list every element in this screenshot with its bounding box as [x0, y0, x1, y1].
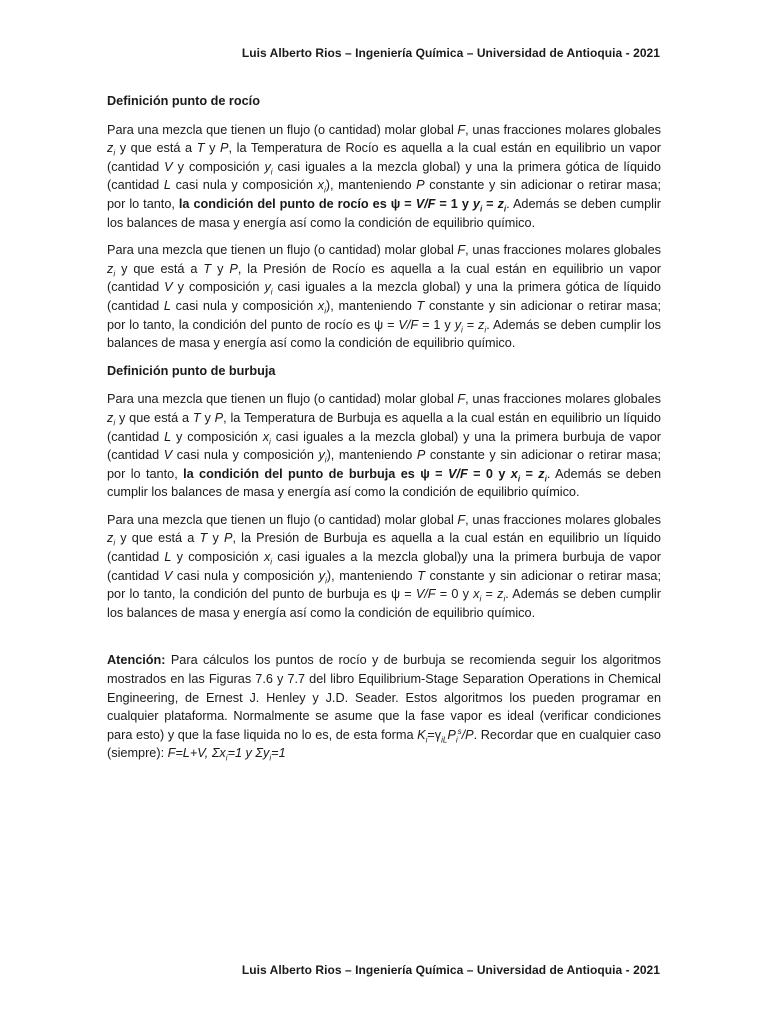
- document-body: [107, 92, 661, 772]
- dew-temperature-paragraph: Para una mezcla que tienen un flujo (o cantidad) molar global F, unas fracciones molares globales $z_i$ y que está a T y P, la Temperatura de Rocío es aquella a la cual están en equilibrio un vapor (cantidad V y composición $y_i$ casi iguales a la mezcla global) y una la primera gótica de líquido (cantidad L casi nula y composición $x_i$), manteniendo P constante y sin adicionar o retirar masa; por lo tanto, la condición del punto de rocío es ψ = V/F = 1 y $y_i = z_i$. Además se deben cumplir los balances de masa y energía así como la condición de equilibrio químico.: [107, 122, 662, 230]
- dew-point-heading: Definición punto de rocío: [107, 94, 260, 108]
- dew-pressure-paragraph: Para una mezcla que tienen un flujo (o cantidad) molar global F, unas fracciones molares globales $z_i$ y que está a T y P, la Presión de Rocío es aquella a la cual están en equilibrio un vapor (cantidad V y composición $y_i$ casi iguales a la mezcla global) y una la primera gótica de líquido (cantidad L casi nula y composición $x_i$), manteniendo T constante y sin adicionar o retirar masa; por lo tanto, la condición del punto de rocío es ψ = V/F = 1 y $y_i = z_i$. Además se deben cumplir los balances de masa y energía así como la condición de equilibrio químico.: [107, 243, 662, 351]
- spacer: [107, 631, 661, 651]
- attention-note: Atención: Para cálculos los puntos de rocío y de burbuja se recomienda seguir los algoritmos mostrados en las Figuras 7.6 y 7.7 del libro Equilibrium-Stage Separation Operations in Chemical Engineering, de Ernest J. Henley y J.D. Seader. Estos algoritmos los pueden programar en cualquier plataforma. Normalmente se asume que la fase vapor es ideal (verificar condiciones para esto) y que la fase liquida no lo es, de esta forma $K_i=\gamma_{iL}P_i^s/P$. Recordar que en cualquier caso (siempre): F=L+V, $\Sigma x_i=1$ y $\Sigma y_i=1$: [107, 653, 661, 763]
- bubble-point-heading: Definición punto de burbuja: [107, 363, 276, 378]
- page-footer: Luis Alberto Rios – Ingeniería Química – Universidad de Antioquia - 2021: [241, 963, 660, 977]
- attention-label: Atención:: [107, 653, 166, 668]
- bubble-pressure-paragraph: Para una mezcla que tienen un flujo (o cantidad) molar global F, unas fracciones molares globales $z_i$ y que está a T y P, la Presión de Burbuja es aquella a la cual están en equilibrio un líquido (cantidad L y composición $x_i$ casi iguales a la mezcla global)y una la primera burbuja de vapor (cantidad V casi nula y composición $y_i$), manteniendo T constante y sin adicionar o retirar masa; por lo tanto, la condición del punto de burbuja es ψ = V/F = 0 y $x_i = z_i$. Además se deben cumplir los balances de masa y energía así como la condición de equilibrio químico.: [107, 512, 662, 620]
- bubble-temperature-paragraph: Para una mezcla que tienen un flujo (o cantidad) molar global F, unas fracciones molares globales $z_i$ y que está a T y P, la Temperatura de Burbuja es aquella a la cual están en equilibrio un líquido (cantidad L y composición $x_i$ casi iguales a la mezcla global) y una la primera burbuja de vapor (cantidad V casi nula y composición $y_i$), manteniendo P constante y sin adicionar o retirar masa; por lo tanto, la condición del punto de burbuja es ψ = V/F = 0 y $x_i = z_i$. Además se deben cumplir los balances de masa y energía así como la condición de equilibrio químico.: [107, 392, 662, 500]
- page-header: Luis Alberto Rios – Ingeniería Química – Universidad de Antioquia - 2021: [241, 46, 660, 60]
